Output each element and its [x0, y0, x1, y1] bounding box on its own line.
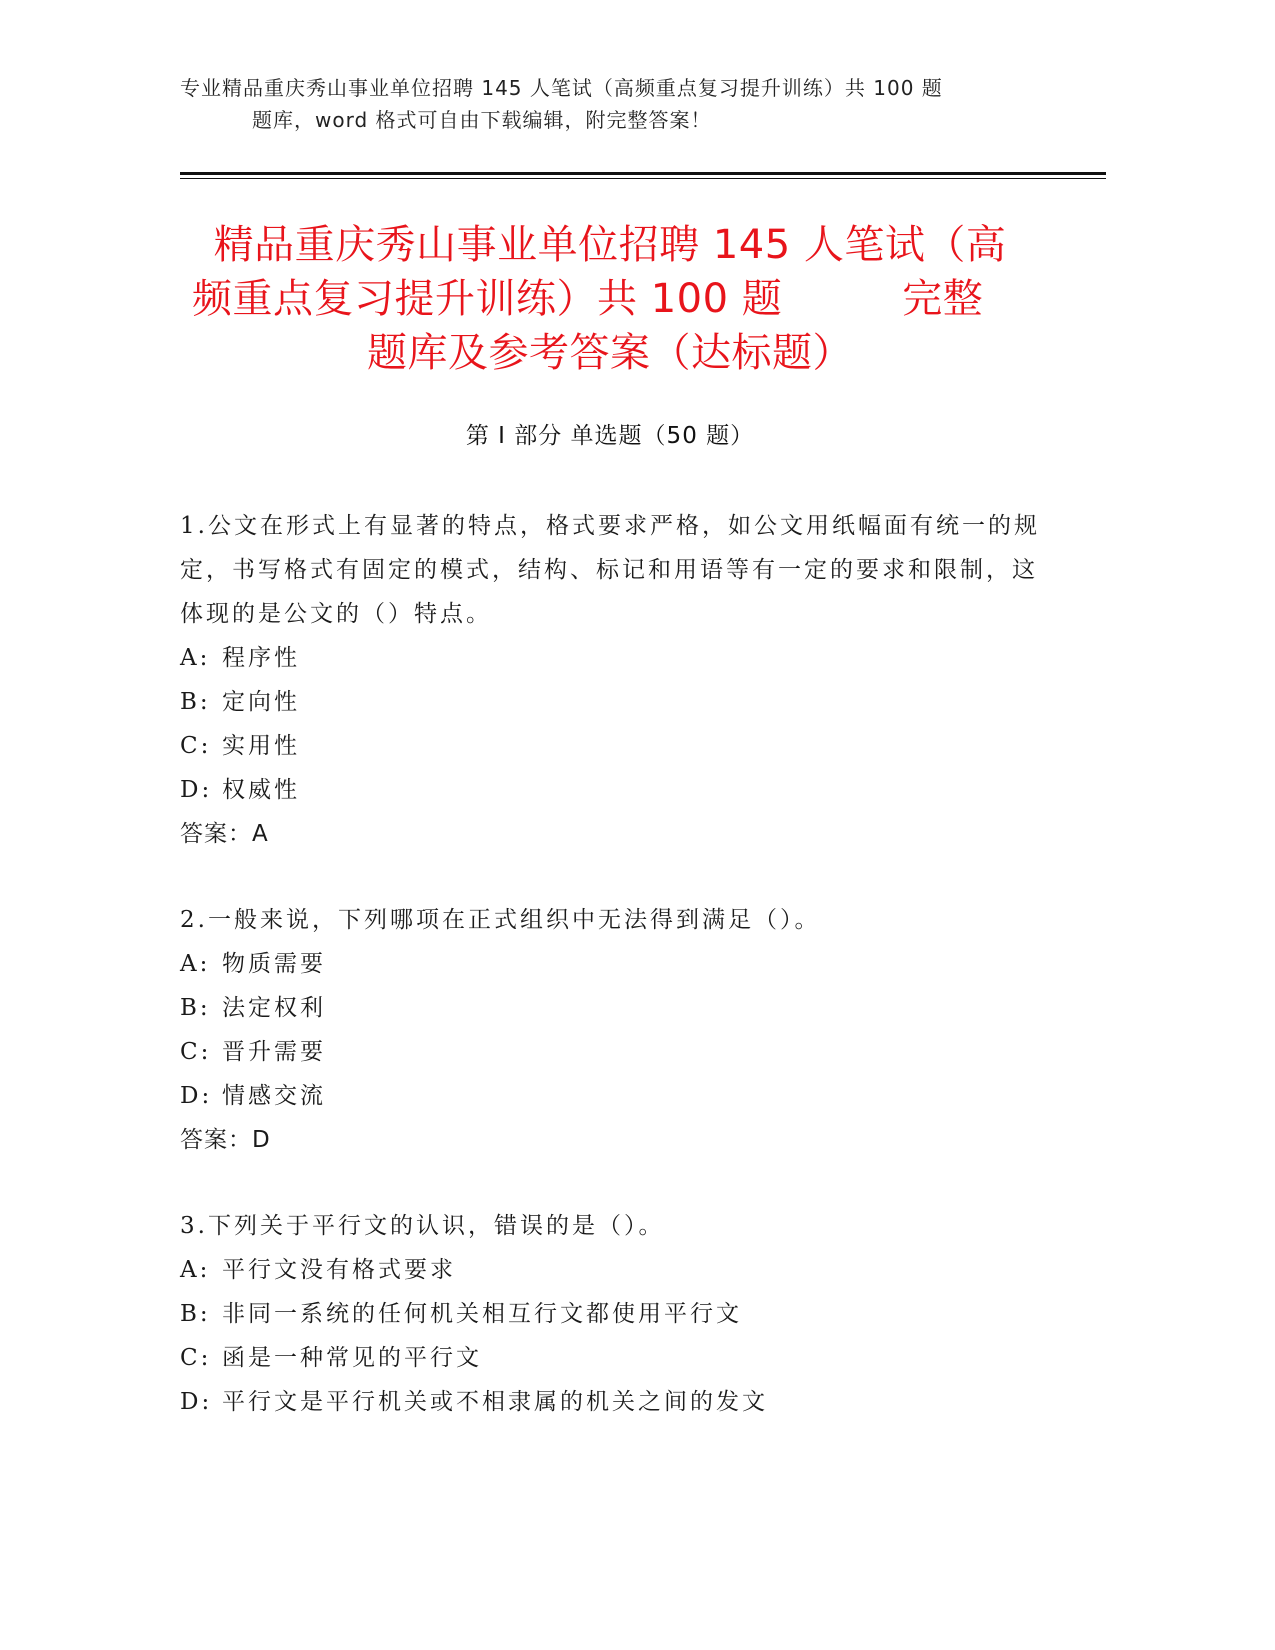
question-list — [180, 504, 1040, 1466]
option-text: 权威性 — [222, 777, 300, 803]
document-title — [180, 218, 1040, 380]
option-b — [180, 1292, 1040, 1336]
title-line-2 — [180, 272, 1040, 326]
running-header — [180, 72, 1040, 136]
option-text: 平行文是平行机关或不相隶属的机关之间的发文 — [222, 1389, 768, 1415]
title-line-2-b: 完整 — [902, 276, 984, 322]
option-text: 情感交流 — [222, 1083, 326, 1109]
option-c — [180, 724, 1040, 768]
option-key: D: — [180, 1083, 213, 1109]
option-key: A: — [180, 951, 211, 977]
running-header-line-1: 专业精品重庆秀山事业单位招聘 145 人笔试（高频重点复习提升训练）共 100 题 — [180, 76, 943, 100]
option-b — [180, 680, 1040, 724]
option-c — [180, 1336, 1040, 1380]
option-key: C: — [180, 733, 212, 759]
option-text: 函是一种常见的平行文 — [222, 1345, 482, 1371]
option-key: D: — [180, 777, 213, 803]
header-rule-thin — [180, 178, 1106, 179]
option-d — [180, 1380, 1040, 1424]
option-d — [180, 768, 1040, 812]
question-2 — [180, 898, 1040, 1162]
option-a — [180, 942, 1040, 986]
option-c — [180, 1030, 1040, 1074]
option-text: 物质需要 — [222, 951, 326, 977]
question-stem: 2.一般来说，下列哪项在正式组织中无法得到满足（）。 — [180, 907, 821, 933]
question-1 — [180, 504, 1040, 856]
option-b — [180, 986, 1040, 1030]
option-key: B: — [180, 689, 211, 715]
option-text: 法定权利 — [222, 995, 326, 1021]
option-text: 实用性 — [222, 733, 300, 759]
option-d — [180, 1074, 1040, 1118]
option-key: B: — [180, 1301, 211, 1327]
answer-line: 答案：D — [180, 1127, 271, 1153]
option-text: 平行文没有格式要求 — [222, 1257, 456, 1283]
question-stem: 3.下列关于平行文的认识，错误的是（）。 — [180, 1213, 665, 1239]
option-text: 晋升需要 — [222, 1039, 326, 1065]
answer-line: 答案：A — [180, 821, 269, 847]
option-key: D: — [180, 1389, 213, 1415]
option-key: C: — [180, 1039, 212, 1065]
option-text: 定向性 — [222, 689, 300, 715]
title-line-3: 题库及参考答案（达标题） — [367, 330, 853, 376]
header-rule-thick — [180, 172, 1106, 175]
option-key: A: — [180, 645, 211, 671]
option-a — [180, 636, 1040, 680]
option-key: C: — [180, 1345, 212, 1371]
option-text: 非同一系统的任何机关相互行文都使用平行文 — [222, 1301, 742, 1327]
running-header-line-2: 题库，word 格式可自由下载编辑，附完整答案！ — [252, 108, 712, 132]
question-3 — [180, 1204, 1040, 1424]
section-heading: 第 I 部分 单选题（50 题） — [465, 423, 755, 449]
option-key: A: — [180, 1257, 211, 1283]
option-text: 程序性 — [222, 645, 300, 671]
title-line-2-a: 频重点复习提升训练）共 100 题 — [192, 276, 783, 322]
option-key: B: — [180, 995, 211, 1021]
question-stem: 1.公文在形式上有显著的特点，格式要求严格，如公文用纸幅面有统一的规定，书写格式有固定的模式，结构、标记和用语等有一定的要求和限制，这体现的是公文的（）特点。 — [180, 513, 1040, 627]
title-line-1: 精品重庆秀山事业单位招聘 145 人笔试（高 — [213, 222, 1007, 268]
option-a — [180, 1248, 1040, 1292]
